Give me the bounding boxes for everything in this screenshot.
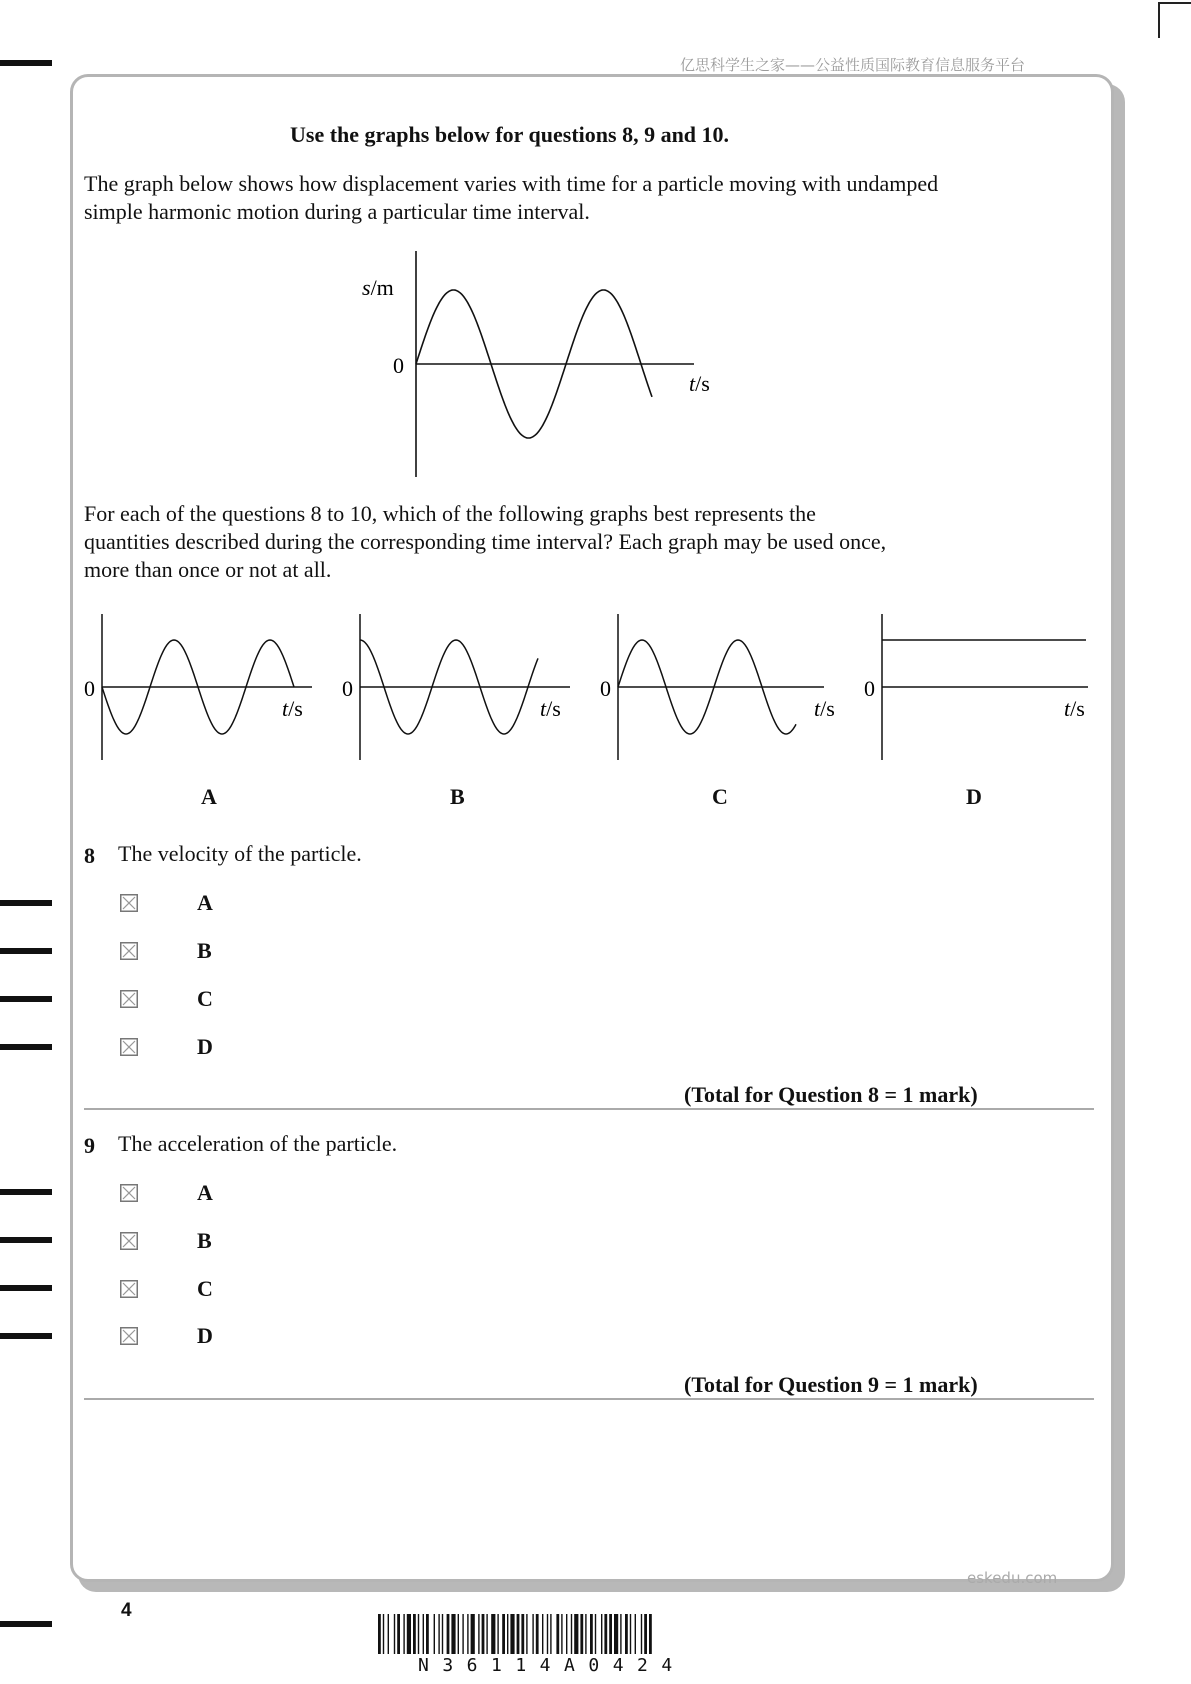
barcode-bar	[482, 1614, 485, 1654]
barcode-bar	[601, 1614, 602, 1654]
x-axis-label: t/s	[282, 696, 303, 721]
barcode-bar	[486, 1614, 487, 1654]
barcode-bar	[407, 1614, 411, 1654]
barcode-bar	[571, 1614, 572, 1654]
x-axis-label: t/s	[540, 696, 561, 721]
barcode-bar	[609, 1614, 612, 1654]
timing-mark	[0, 1333, 52, 1339]
y-axis-label: s/m	[362, 275, 394, 300]
graph-label-c: C	[712, 784, 728, 809]
timing-mark	[0, 1044, 52, 1050]
barcode-bar	[507, 1614, 508, 1654]
barcode	[378, 1614, 808, 1654]
graph-label-a: A	[201, 784, 217, 809]
question-9-option-a-label: A	[197, 1180, 213, 1205]
question-8-option-b-label: B	[197, 938, 212, 963]
barcode-bar	[502, 1614, 505, 1654]
question-8-option-d-label: D	[197, 1034, 213, 1059]
barcode-bar	[383, 1614, 384, 1654]
timing-mark	[0, 60, 52, 66]
question-8-option-b-checkbox[interactable]	[120, 942, 138, 960]
header-watermark: 亿思科学生之家——公益性质国际教育信息服务平台	[680, 56, 1026, 74]
barcode-bar	[547, 1614, 548, 1654]
barcode-bar	[462, 1614, 463, 1654]
intro-line-1: The graph below shows how displacement varies with time for a particle moving with undamped	[84, 171, 939, 196]
timing-mark	[0, 1285, 52, 1291]
barcode-bar	[451, 1614, 455, 1654]
timing-mark	[0, 1621, 52, 1627]
barcode-bar	[556, 1614, 559, 1654]
question-9-option-c-label: C	[197, 1276, 213, 1301]
instruction-line-3: more than once or not at all.	[84, 557, 332, 582]
x-axis-label: t/s	[689, 371, 710, 396]
barcode-bar	[521, 1614, 524, 1654]
barcode-bar	[561, 1614, 562, 1654]
barcode-bar	[378, 1614, 381, 1654]
barcode-bar	[644, 1614, 647, 1654]
question-9-option-c-checkbox[interactable]	[120, 1280, 138, 1298]
crop-mark	[1158, 2, 1191, 4]
barcode-bar	[447, 1614, 450, 1654]
instruction-line-1: For each of the questions 8 to 10, which of the following graphs best represents the	[84, 501, 816, 526]
question-8-option-a-checkbox[interactable]	[120, 894, 138, 912]
origin-label: 0	[600, 676, 611, 701]
barcode-bar	[413, 1614, 416, 1654]
graph-label-b: B	[450, 784, 465, 809]
barcode-text: N36114A0424	[418, 1655, 686, 1676]
barcode-bar	[458, 1614, 459, 1654]
origin-label: 0	[84, 676, 95, 701]
barcode-bar	[585, 1614, 586, 1654]
intro-line-2: simple harmonic motion during a particular time interval.	[84, 199, 590, 224]
question-8-total: (Total for Question 8 = 1 mark)	[684, 1082, 978, 1107]
barcode-bar	[532, 1614, 533, 1654]
barcode-bar	[442, 1614, 443, 1654]
x-axis-label: t/s	[1064, 696, 1085, 721]
barcode-bar	[426, 1614, 429, 1654]
barcode-bar	[614, 1614, 618, 1654]
instruction-line-2: quantities described during the corresponding time interval? Each graph may be used once,	[84, 529, 887, 554]
x-axis-label: t/s	[814, 696, 835, 721]
barcode-bar	[467, 1614, 468, 1654]
barcode-bar	[595, 1614, 596, 1654]
question-9-option-b-checkbox[interactable]	[120, 1232, 138, 1250]
barcode-bar	[517, 1614, 520, 1654]
barcode-bar	[491, 1614, 495, 1654]
barcode-bar	[478, 1614, 479, 1654]
graphs-heading: Use the graphs below for questions 8, 9 and 10.	[290, 122, 730, 147]
timing-mark	[0, 996, 52, 1002]
barcode-bar	[635, 1614, 636, 1654]
barcode-bar	[574, 1614, 578, 1654]
question-8-option-d-checkbox[interactable]	[120, 1038, 138, 1056]
barcode-bar	[550, 1614, 551, 1654]
origin-label: 0	[864, 676, 875, 701]
timing-mark	[0, 948, 52, 954]
site-watermark: eskedu.com	[967, 1569, 1058, 1587]
divider	[84, 1108, 1094, 1110]
question-9-number: 9	[84, 1133, 95, 1158]
barcode-bar	[536, 1614, 539, 1654]
barcode-bar	[566, 1614, 567, 1654]
page-number: 4	[121, 1600, 132, 1621]
origin-label: 0	[393, 353, 404, 378]
barcode-bar	[423, 1614, 424, 1654]
barcode-bar	[394, 1614, 395, 1654]
barcode-bar	[497, 1614, 498, 1654]
divider	[84, 1398, 1094, 1400]
option-graph-b	[338, 610, 578, 770]
barcode-bar	[542, 1614, 543, 1654]
barcode-bar	[388, 1614, 389, 1654]
barcode-bar	[649, 1614, 652, 1654]
barcode-bar	[604, 1614, 607, 1654]
question-8-option-c-label: C	[197, 986, 213, 1011]
displacement-time-graph	[350, 245, 730, 485]
barcode-bar	[418, 1614, 419, 1654]
crop-mark	[1158, 2, 1160, 38]
question-9-text: The acceleration of the particle.	[118, 1131, 398, 1156]
barcode-bar	[471, 1614, 475, 1654]
timing-mark	[0, 900, 52, 906]
barcode-bar	[438, 1614, 439, 1654]
question-9-option-d-checkbox[interactable]	[120, 1327, 138, 1345]
graph-label-d: D	[966, 784, 982, 809]
origin-label: 0	[342, 676, 353, 701]
barcode-bar	[630, 1614, 631, 1654]
barcode-bar	[625, 1614, 628, 1654]
question-9-option-d-label: D	[197, 1323, 213, 1348]
barcode-bar	[641, 1614, 642, 1654]
option-graph-a	[80, 610, 320, 770]
question-9-total: (Total for Question 9 = 1 mark)	[684, 1372, 978, 1397]
question-9-option-a-checkbox[interactable]	[120, 1184, 138, 1202]
barcode-bar	[526, 1614, 527, 1654]
barcode-bar	[510, 1614, 514, 1654]
barcode-bar	[403, 1614, 404, 1654]
barcode-bar	[397, 1614, 400, 1654]
barcode-bar	[434, 1614, 435, 1654]
question-8-number: 8	[84, 843, 95, 868]
barcode-bar	[590, 1614, 593, 1654]
timing-mark	[0, 1189, 52, 1195]
timing-mark	[0, 1237, 52, 1243]
question-8-option-a-label: A	[197, 890, 213, 915]
barcode-bar	[580, 1614, 583, 1654]
question-8-option-c-checkbox[interactable]	[120, 990, 138, 1008]
option-graph-c	[596, 610, 846, 770]
option-graph-d	[860, 610, 1100, 770]
barcode-bar	[620, 1614, 621, 1654]
question-8-text: The velocity of the particle.	[118, 841, 362, 866]
question-9-option-b-label: B	[197, 1228, 212, 1253]
